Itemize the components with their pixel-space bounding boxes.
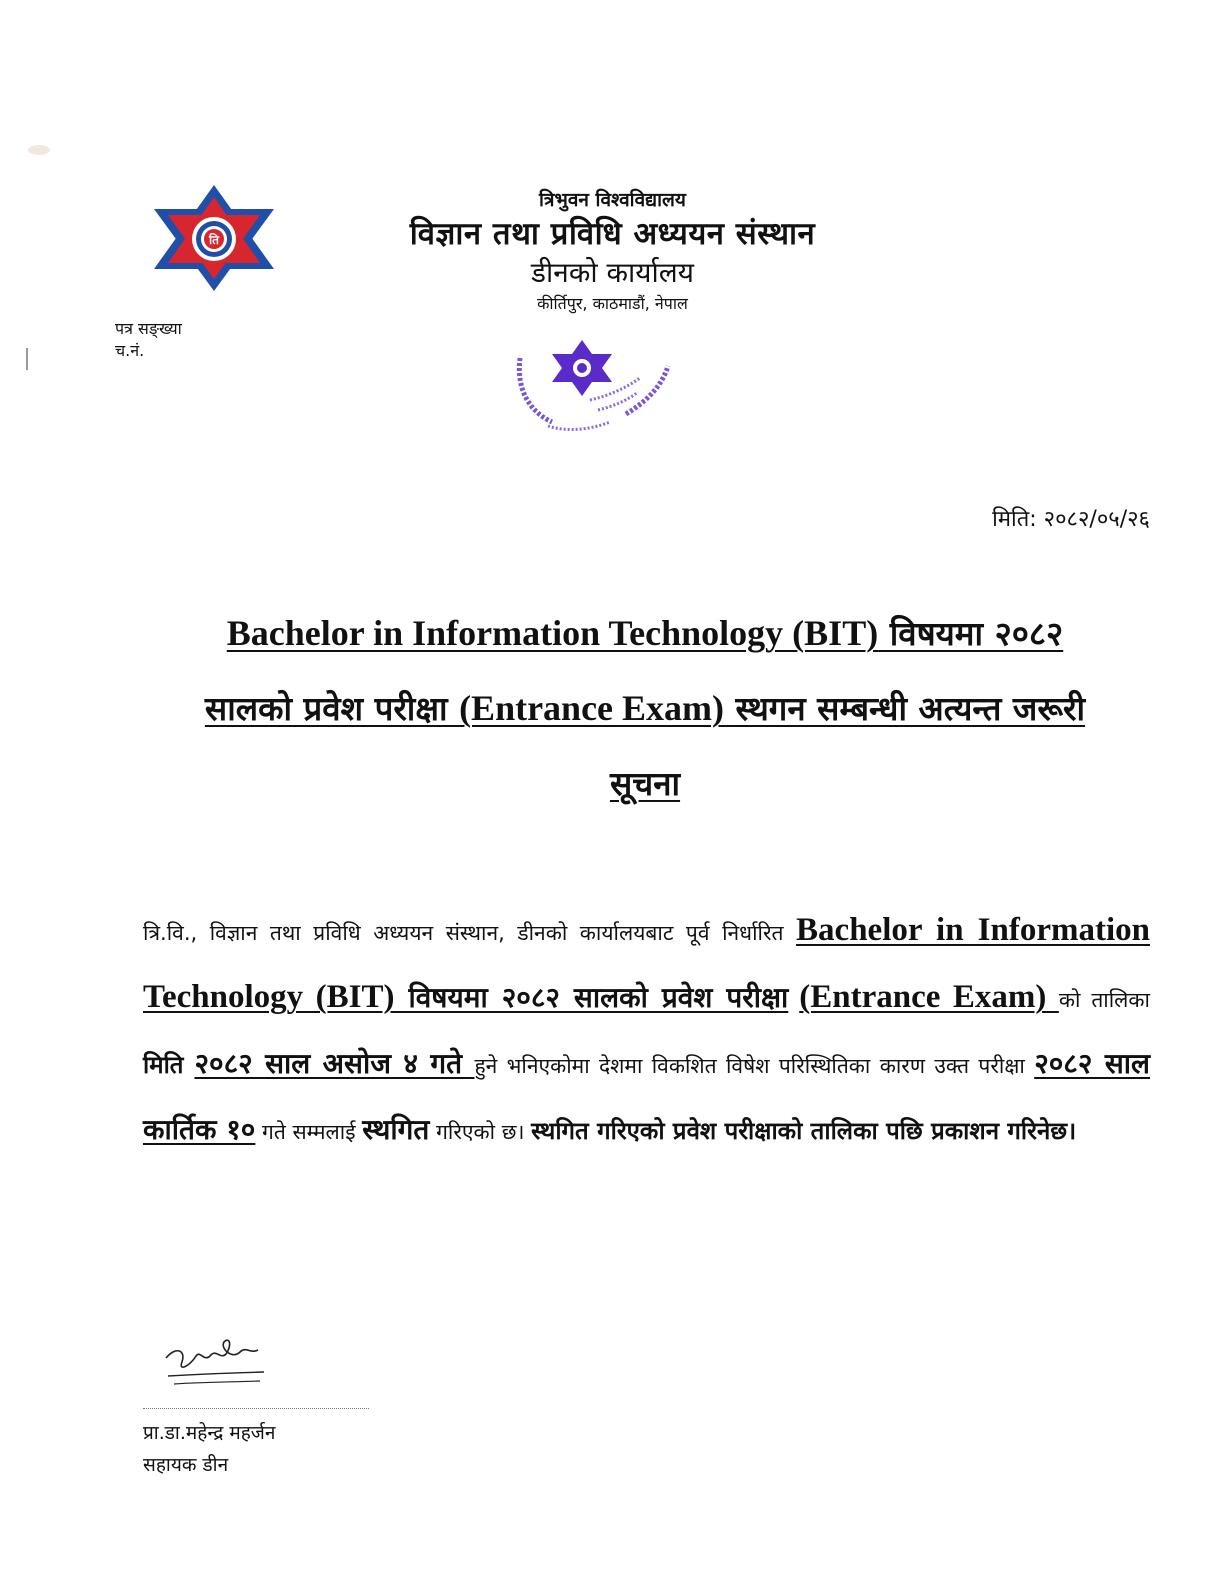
reference-block (115, 318, 182, 362)
title-notice: सूचना (609, 764, 681, 803)
body-postponed-word: स्थगित (362, 1113, 430, 1146)
signatory-name: प्रा.डा.महेन्द्र महर्जन (143, 1422, 276, 1444)
body-new-date: २०८२ साल कार्तिक १० (143, 1047, 1150, 1146)
body-program-name: Bachelor in Information Technology (BIT) (143, 912, 1150, 1015)
university-name: त्रिभुवन विश्वविद्यालय (539, 189, 686, 211)
signatory-title: सहायक डीन (143, 1454, 229, 1476)
signature-line (143, 1408, 369, 1409)
body-original-date: २०८२ साल असोज ४ गते (194, 1047, 475, 1080)
office-address: कीर्तिपुर, काठमाडौं, नेपाल (537, 294, 688, 313)
body-intro: त्रि.वि., विज्ञान तथा प्रविधि अध्ययन संस्थान, डीनको कार्यालयबाट पूर्व निर्धारित (143, 921, 797, 945)
body-schedule-text: को तालिका (1058, 988, 1150, 1012)
title-subject-year: विषयमा २०८२ (878, 614, 1064, 653)
title-program-name: Bachelor in Information Technology (BIT) (226, 613, 879, 653)
title-postponement-label: स्थगन सम्बन्धी अत्यन्त जरूरी (724, 689, 1086, 728)
notice-date: मिति: २०८२/०५/२६ (992, 507, 1150, 532)
letter-number-label: पत्र सङ्ख्या (115, 319, 182, 338)
notice-body (143, 898, 1150, 1164)
body-subject-year: विषयमा २०८२ सालको प्रवेश परीक्षा (394, 981, 789, 1014)
logo-emblem-text: ति (209, 233, 219, 247)
institute-name: विज्ञान तथा प्रविधि अध्ययन संस्थान (409, 216, 816, 252)
scan-smudge (28, 145, 50, 155)
signatory-block (143, 1417, 275, 1481)
title-line-3 (100, 760, 1190, 805)
body-reason-text: हुने भनिएकोमा देशमा विकशित विषेश परिस्थितिका कारण उक्त परीक्षा (474, 1054, 1035, 1078)
body-entrance-exam: (Entrance Exam) (799, 979, 1059, 1015)
body-done-text: गरिएको छ। (429, 1120, 532, 1144)
scan-mark (26, 348, 28, 370)
title-entrance-label: सालको प्रवेश परीक्षा (204, 689, 460, 728)
title-line-1 (100, 610, 1190, 655)
title-line-2 (100, 685, 1190, 730)
body-until-text: गते सम्मलाई (255, 1120, 363, 1144)
body-closing-statement: स्थगित गरिएको प्रवेश परीक्षाको तालिका पछि प्रकाशन गरिनेछ। (531, 1117, 1077, 1145)
dispatch-number-label: च.नं. (115, 341, 145, 360)
office-name: डीनको कार्यालय (531, 256, 694, 289)
body-date-label: मिति (143, 1051, 195, 1079)
office-seal-stamp (486, 330, 714, 438)
title-entrance-exam: (Entrance Exam) (459, 688, 725, 728)
tribhuvan-university-logo (150, 183, 278, 293)
handwritten-signature (160, 1326, 270, 1392)
